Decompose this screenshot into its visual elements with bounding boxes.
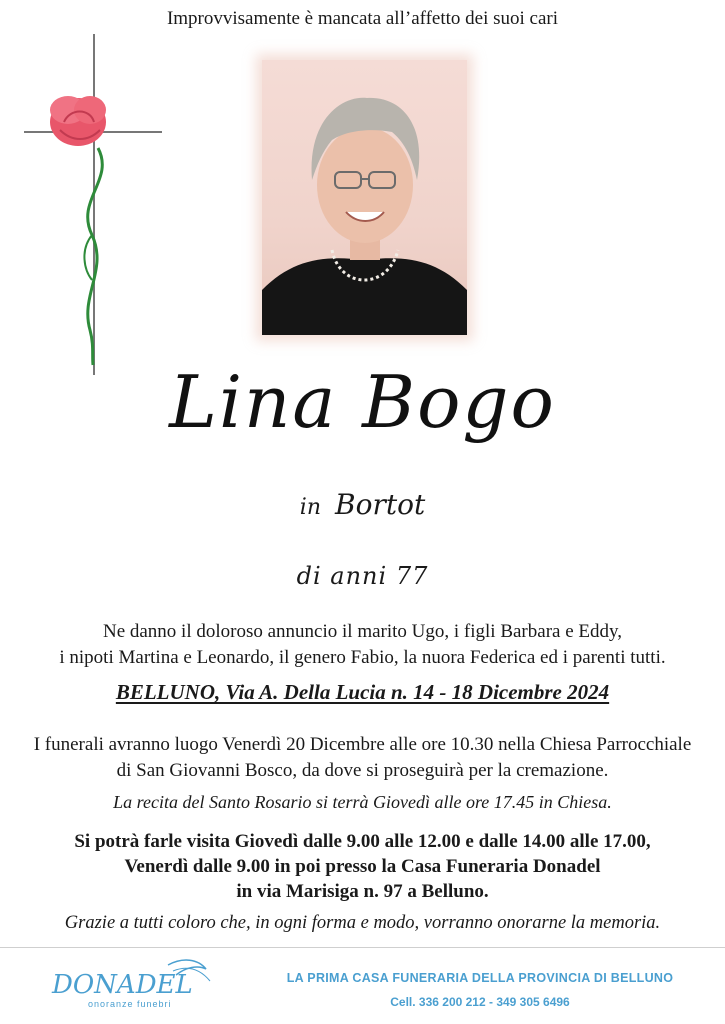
- rosary-line: La recita del Santo Rosario si terrà Giovedì alle ore 17.45 in Chiesa.: [113, 792, 612, 812]
- visit-line: in via Marisiga n. 97 a Belluno.: [236, 881, 489, 902]
- married-name: Bortot: [335, 488, 426, 521]
- footer-divider: [0, 947, 725, 948]
- thanks-line: Grazie a tutti coloro che, in ogni forma e modo, vorranno onorarne la memoria.: [64, 913, 661, 933]
- married-name-line: [0, 488, 725, 521]
- donadel-logo: [48, 955, 218, 1017]
- footer-tagline: LA PRIMA CASA FUNERARIA DELLA PROVINCIA DI BELLUNO: [286, 971, 674, 985]
- address-text: BELLUNO, Via A. Della Lucia n. 14 - 18 Dicembre 2024: [115, 680, 610, 704]
- visit-line: Si potrà farle visita Giovedì dalle 9.00 alle 12.00 e dalle 14.00 alle 17.00,: [74, 831, 651, 852]
- logo-subtitle: onoranze funebri: [88, 999, 172, 1009]
- visit-line: Venerdì dalle 9.00 in poi presso la Casa Funeraria Donadel: [124, 856, 601, 877]
- age-line: di anni 77: [296, 562, 429, 590]
- deceased-name: Lina Bogo: [169, 360, 556, 444]
- logo-name: DONADEL: [52, 970, 193, 1000]
- funeral-line: di San Giovanni Bosco, da dove si proseguirà per la cremazione.: [116, 760, 609, 781]
- announcement-line: i nipoti Martina e Leonardo, il genero Fabio, la nuora Federica ed i parenti tutti.: [59, 647, 666, 668]
- intro-line: Improvvisamente è mancata all’affetto dei suoi cari: [166, 8, 559, 29]
- married-prefix: in: [299, 495, 322, 520]
- funeral-line: I funerali avranno luogo Venerdì 20 Dicembre alle ore 10.30 nella Chiesa Parrocchiale: [33, 734, 692, 755]
- announcement-line: Ne danno il doloroso annuncio il marito Ugo, i figli Barbara e Eddy,: [102, 621, 623, 642]
- footer-phones: Cell. 336 200 212 - 349 305 6496: [390, 995, 570, 1009]
- rose-icon: [50, 96, 106, 146]
- cross-with-rose-icon: [20, 30, 165, 380]
- address-date-line: [0, 680, 725, 705]
- portrait-photo: [262, 60, 467, 335]
